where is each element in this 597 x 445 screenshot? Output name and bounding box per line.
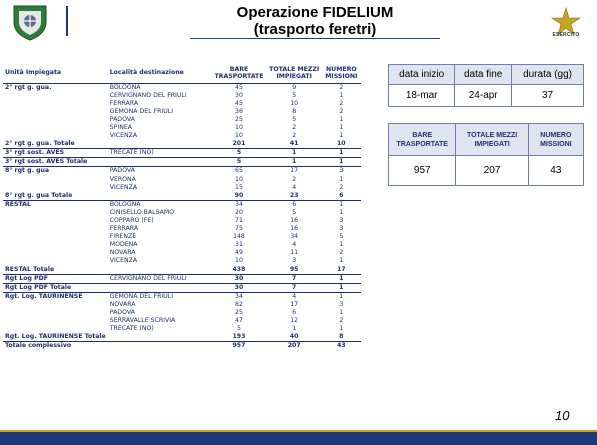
table-row	[3, 274, 361, 283]
cell-bare: 90	[211, 192, 267, 201]
cell-mezzi: 5	[292, 91, 297, 99]
cell-unit: Rgt Log PDF	[3, 274, 108, 283]
cell-mezzi: 12	[290, 317, 299, 325]
end-date-header: data fine	[455, 65, 512, 85]
cell-unit: 8° rgt g. gua Totale	[3, 192, 108, 201]
cell-bare: 5	[211, 149, 267, 158]
cell-location: FERRARA	[109, 99, 139, 107]
table-row	[3, 217, 361, 225]
unit-crest-logo	[8, 2, 52, 42]
cell-location: CINISELLO BALSAMO	[109, 208, 175, 216]
cell-bare: 5	[237, 325, 241, 333]
cell-location: VICENZA	[109, 132, 138, 140]
cell-missioni: 1	[339, 132, 344, 140]
cell-missioni: 1	[322, 149, 361, 158]
cell-mezzi: 11	[290, 249, 299, 257]
cell-missioni: 3	[339, 217, 344, 224]
cell-missioni: 1	[339, 257, 344, 265]
cell-location: CERVIGNANO DEL FRIULI	[109, 91, 187, 99]
summary-mezzi-header: TOTALE MEZZI IMPIEGATI	[456, 124, 528, 156]
summary-mezzi-value: 207	[456, 156, 528, 186]
cell-mezzi: 7	[267, 274, 322, 283]
cell-bare: 45	[235, 83, 243, 91]
col-header-unit: Unità Impiegata	[5, 69, 62, 77]
cell-unit	[3, 317, 108, 325]
cell-location: CERVIGNANO DEL FRIULI	[108, 274, 211, 283]
table-row	[3, 158, 361, 167]
cell-unit	[3, 124, 108, 132]
cell-mezzi: 5	[292, 115, 297, 123]
col-header-missioni: NUMERO MISSIONI	[325, 65, 358, 80]
cell-bare: 438	[211, 266, 267, 275]
cell-unit	[3, 301, 108, 309]
missions-table	[3, 63, 361, 351]
cell-location: NOVARA	[109, 300, 136, 308]
cell-unit	[3, 257, 108, 265]
table-row	[3, 176, 361, 184]
cell-unit	[3, 108, 108, 116]
cell-mezzi: 2	[292, 123, 297, 131]
table-row	[3, 325, 361, 333]
table-body	[3, 83, 361, 351]
cell-unit	[3, 209, 108, 217]
table-header-row	[3, 63, 361, 83]
cell-location: PADOVA	[109, 115, 135, 123]
cell-mezzi: 4	[292, 292, 297, 300]
table-row	[3, 333, 361, 342]
cell-bare: 10	[235, 257, 243, 265]
cell-location: VERONA	[109, 175, 136, 183]
cell-bare: 5	[211, 158, 267, 167]
table-row	[3, 233, 361, 241]
cell-bare: 34	[235, 292, 243, 300]
table-row	[3, 301, 361, 309]
cell-missioni: 2	[339, 317, 344, 325]
cell-unit	[3, 249, 108, 257]
cell-mezzi: 207	[267, 342, 322, 351]
table-row	[3, 132, 361, 140]
cell-bare: 30	[211, 283, 267, 292]
table-row	[3, 200, 361, 209]
table-row	[3, 140, 361, 149]
summary-bare-value: 957	[389, 156, 456, 186]
cell-unit	[3, 100, 108, 108]
cell-missioni: 1	[339, 115, 344, 123]
cell-location: VICENZA	[109, 183, 138, 191]
cell-missioni: 2	[339, 107, 344, 115]
title-line-1: Operazione FIDELIUM	[236, 4, 394, 21]
cell-bare: 25	[235, 115, 243, 123]
cell-location: GEMONA DEL FRIULI	[109, 292, 174, 300]
cell-unit	[3, 233, 108, 241]
cell-mezzi: 16	[290, 217, 299, 224]
cell-location: PADOVA	[109, 309, 135, 317]
cell-unit	[3, 309, 108, 317]
cell-location: COPPARO (FE)	[109, 217, 154, 224]
summary-box	[388, 123, 584, 186]
cell-mezzi: 5	[292, 208, 297, 216]
cell-bare: 49	[235, 249, 243, 257]
cell-missioni: 2	[339, 99, 344, 107]
cell-bare: 45	[235, 99, 243, 107]
table-row	[3, 317, 361, 325]
cell-mezzi: 34	[290, 233, 299, 241]
cell-missioni: 5	[339, 233, 344, 241]
cell-bare: 20	[235, 208, 243, 216]
cell-unit	[3, 116, 108, 124]
cell-bare: 71	[235, 217, 243, 224]
cell-unit	[3, 241, 108, 249]
table-row	[3, 249, 361, 257]
table-row	[3, 100, 361, 108]
cell-mezzi: 23	[267, 192, 322, 201]
table-row	[3, 342, 361, 351]
cell-location	[108, 192, 211, 201]
title-separator	[66, 6, 68, 36]
cell-unit: 8° rgt g. gua	[5, 167, 50, 175]
cell-missioni: 1	[322, 283, 361, 292]
cell-unit	[3, 217, 108, 225]
table-row	[3, 92, 361, 100]
cell-unit: Rgt. Log. TAURINENSE	[5, 292, 83, 300]
cell-location: VICENZA	[109, 257, 138, 265]
end-date-value: 24-apr	[455, 85, 512, 107]
cell-bare: 25	[235, 309, 243, 317]
cell-missioni: 2	[339, 249, 344, 257]
table-row	[3, 309, 361, 317]
cell-mezzi: 1	[267, 149, 322, 158]
cell-bare: 15	[235, 183, 243, 191]
cell-missioni: 6	[322, 192, 361, 201]
cell-location: PADOVA	[109, 167, 135, 175]
cell-unit: 2° rgt g. gua.	[5, 83, 52, 91]
title-underline	[190, 38, 440, 39]
table-row	[3, 184, 361, 192]
cell-missioni: 8	[322, 333, 361, 342]
cell-bare: 193	[211, 333, 267, 342]
col-header-bare: BARE TRASPORTATE	[214, 65, 264, 80]
table-row	[3, 225, 361, 233]
cell-unit: Totale complessivo	[3, 342, 108, 351]
cell-mezzi: 8	[292, 107, 297, 115]
cell-unit	[3, 184, 108, 192]
cell-location: FIRENZE	[109, 233, 137, 241]
cell-mezzi: 6	[292, 200, 297, 208]
cell-unit: 2° rgt g. gua. Totale	[3, 140, 108, 149]
cell-mezzi: 95	[267, 266, 322, 275]
cell-missioni: 3	[339, 225, 344, 233]
cell-mezzi: 4	[292, 241, 297, 249]
cell-mezzi: 17	[290, 167, 299, 175]
cell-bare: 957	[211, 342, 267, 351]
cell-missioni: 3	[339, 167, 344, 175]
cell-unit	[3, 132, 108, 140]
cell-missioni: 1	[339, 309, 344, 317]
page-title	[190, 4, 440, 38]
cell-location: MODENA	[109, 241, 138, 249]
page-number: 10	[555, 408, 570, 423]
cell-unit: Rgt Log PDF Totale	[3, 283, 108, 292]
table-row	[3, 283, 361, 292]
col-header-location: Località destinazione	[109, 69, 184, 77]
start-date-header: data inizio	[389, 65, 455, 85]
cell-mezzi: 3	[292, 257, 297, 265]
table-row	[3, 124, 361, 132]
cell-mezzi: 1	[267, 158, 322, 167]
cell-mezzi: 2	[292, 132, 297, 140]
cell-location	[108, 140, 211, 149]
title-line-2: (trasporto feretri)	[253, 21, 377, 38]
cell-location: TRECATE (NO)	[109, 325, 154, 333]
cell-location	[108, 342, 211, 351]
cell-bare: 65	[235, 167, 243, 175]
cell-bare: 10	[235, 175, 243, 183]
cell-bare: 201	[211, 140, 267, 149]
cell-bare: 30	[211, 274, 267, 283]
cell-missioni: 1	[339, 325, 344, 333]
cell-mezzi: 2	[292, 175, 297, 183]
cell-mezzi: 16	[290, 225, 299, 233]
duration-header: durata (gg)	[512, 65, 584, 85]
cell-missioni: 1	[339, 200, 344, 208]
cell-location	[108, 333, 211, 342]
cell-location	[108, 158, 211, 167]
col-header-mezzi: TOTALE MEZZI IMPIEGATI	[269, 65, 320, 80]
cell-bare: 148	[233, 233, 245, 241]
cell-location: SERRAVALLE SCRIVIA	[109, 317, 176, 325]
cell-location: GEMONA DEL FRIULI	[109, 107, 174, 115]
start-date-value: 18-mar	[389, 85, 455, 107]
table-row	[3, 209, 361, 217]
cell-location: BOLOGNA	[109, 200, 141, 208]
cell-bare: 82	[235, 300, 243, 308]
summary-bare-header: BARE TRASPORTATE	[389, 124, 456, 156]
cell-missioni: 2	[339, 183, 344, 191]
table-row	[3, 241, 361, 249]
cell-location: TRECATE (NO)	[108, 149, 211, 158]
table-row	[3, 108, 361, 116]
duration-value: 37	[512, 85, 584, 107]
cell-unit: RESTAL	[5, 200, 31, 208]
table-row	[3, 83, 361, 92]
cell-location	[108, 266, 211, 275]
cell-unit	[3, 225, 108, 233]
cell-mezzi: 17	[290, 300, 299, 308]
cell-mezzi: 1	[292, 325, 297, 333]
cell-missioni: 2	[339, 83, 344, 91]
cell-unit: 3° rgt sost. AVES Totale	[3, 158, 108, 167]
cell-mezzi: 40	[267, 333, 322, 342]
cell-missioni: 17	[322, 266, 361, 275]
cell-unit	[3, 325, 108, 333]
footer-bar	[0, 432, 597, 445]
cell-missioni: 1	[322, 158, 361, 167]
cell-bare: 75	[235, 225, 243, 233]
cell-missioni: 1	[339, 91, 344, 99]
table-row	[3, 149, 361, 158]
esercito-logo-text: ESERCITO	[552, 32, 580, 38]
cell-unit: RESTAL Totale	[3, 266, 108, 275]
cell-mezzi: 6	[292, 309, 297, 317]
cell-location: SPINEA	[109, 123, 132, 131]
cell-bare: 10	[235, 132, 243, 140]
cell-missioni: 1	[339, 123, 344, 131]
cell-missioni: 1	[339, 241, 344, 249]
table-row	[3, 167, 361, 176]
cell-missioni: 1	[339, 208, 344, 216]
cell-unit: 3° rgt sost. AVES	[3, 149, 108, 158]
cell-unit	[3, 92, 108, 100]
cell-location: FERRARA	[109, 225, 139, 233]
table-row	[3, 192, 361, 201]
cell-unit: Rgt. Log. TAURINENSE Totale	[5, 333, 106, 341]
summary-missioni-value: 43	[528, 156, 583, 186]
cell-bare: 36	[235, 107, 243, 115]
cell-missioni: 1	[339, 292, 344, 300]
dates-box	[388, 64, 584, 107]
cell-missioni: 3	[339, 300, 344, 308]
cell-bare: 47	[235, 317, 243, 325]
cell-missioni: 10	[322, 140, 361, 149]
cell-missioni: 1	[339, 175, 344, 183]
table-row	[3, 292, 361, 301]
cell-mezzi: 4	[292, 183, 297, 191]
cell-bare: 30	[235, 91, 243, 99]
cell-bare: 31	[235, 241, 243, 249]
table-row	[3, 116, 361, 124]
cell-mezzi: 41	[267, 140, 322, 149]
cell-missioni: 1	[322, 274, 361, 283]
cell-mezzi: 10	[290, 99, 299, 107]
cell-location	[108, 283, 211, 292]
cell-location: BOLOGNA	[109, 83, 141, 91]
cell-mezzi: 7	[267, 283, 322, 292]
cell-bare: 34	[235, 200, 243, 208]
summary-missioni-header: NUMERO MISSIONI	[528, 124, 583, 156]
cell-unit	[3, 176, 108, 184]
table-row	[3, 257, 361, 265]
cell-location: NOVARA	[109, 249, 136, 257]
cell-missioni: 43	[322, 342, 361, 351]
table-row	[3, 266, 361, 275]
cell-mezzi: 9	[292, 83, 297, 91]
cell-bare: 10	[235, 123, 243, 131]
